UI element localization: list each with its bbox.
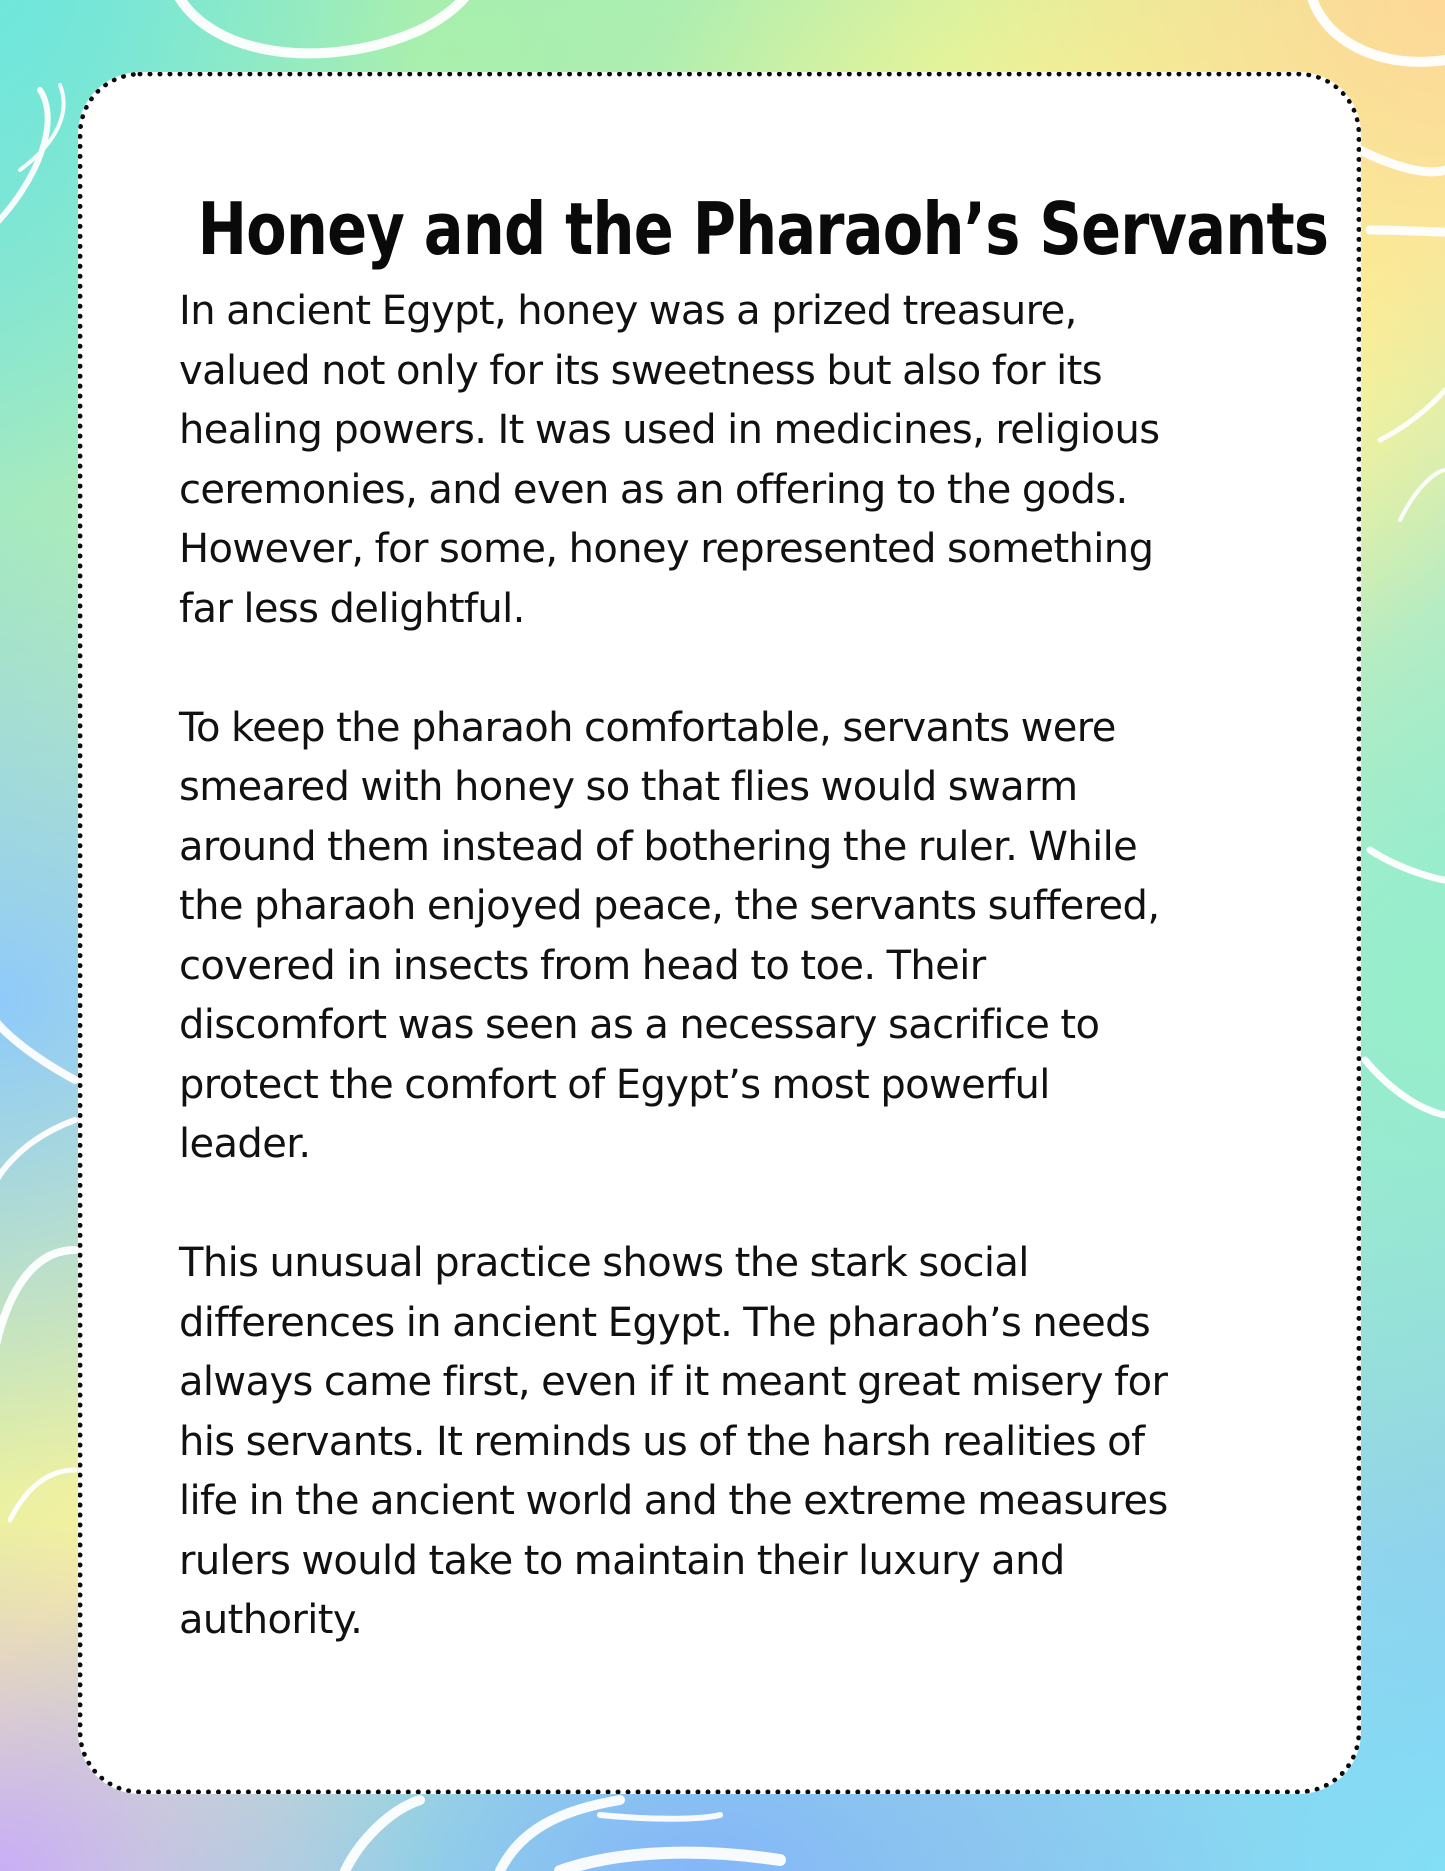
paragraph-2 [179,699,1279,1175]
paragraph-3 [179,1234,1279,1651]
text-line: smeared with honey so that flies would swarm [179,764,1078,810]
text-line: discomfort was seen as a necessary sacrifice to [179,1002,1100,1048]
text-line: far less delightful. [179,585,525,632]
text-line: ceremonies, and even as an offering to the gods. [179,466,1128,513]
text-line: valued not only for its sweetness but also for its [179,347,1102,394]
text-line: healing powers. It was used in medicines, religious [179,407,1160,453]
paragraph-1 [179,282,1279,639]
text-line: his servants. It reminds us of the harsh realities of [179,1418,1145,1465]
text-line: always came first, even if it meant great misery for [179,1359,1168,1405]
text-line: This unusual practice shows the stark social [179,1240,1029,1286]
text-line: To keep the pharaoh comfortable, servants were [179,704,1116,751]
article-body [179,282,1279,1710]
text-line: rulers would take to maintain their luxury and [179,1537,1065,1584]
text-line: differences in ancient Egypt. The pharaoh’s needs [179,1299,1151,1346]
text-line: protect the comfort of Egypt’s most powerful [179,1061,1050,1108]
content-card [78,72,1361,1794]
text-line: life in the ancient world and the extreme measures [179,1478,1168,1524]
text-line: However, for some, honey represented something [179,526,1154,572]
text-line: authority. [179,1597,363,1643]
text-line: around them instead of bothering the ruler. While [179,823,1138,870]
page-title: Honey and the Pharaoh’s Servants [197,187,1329,272]
text-line: In ancient Egypt, honey was a prized treasure, [179,288,1077,334]
text-line: leader. [179,1121,311,1167]
text-line: the pharaoh enjoyed peace, the servants suffered, [179,883,1160,929]
text-line: covered in insects from head to toe. Their [179,942,986,989]
